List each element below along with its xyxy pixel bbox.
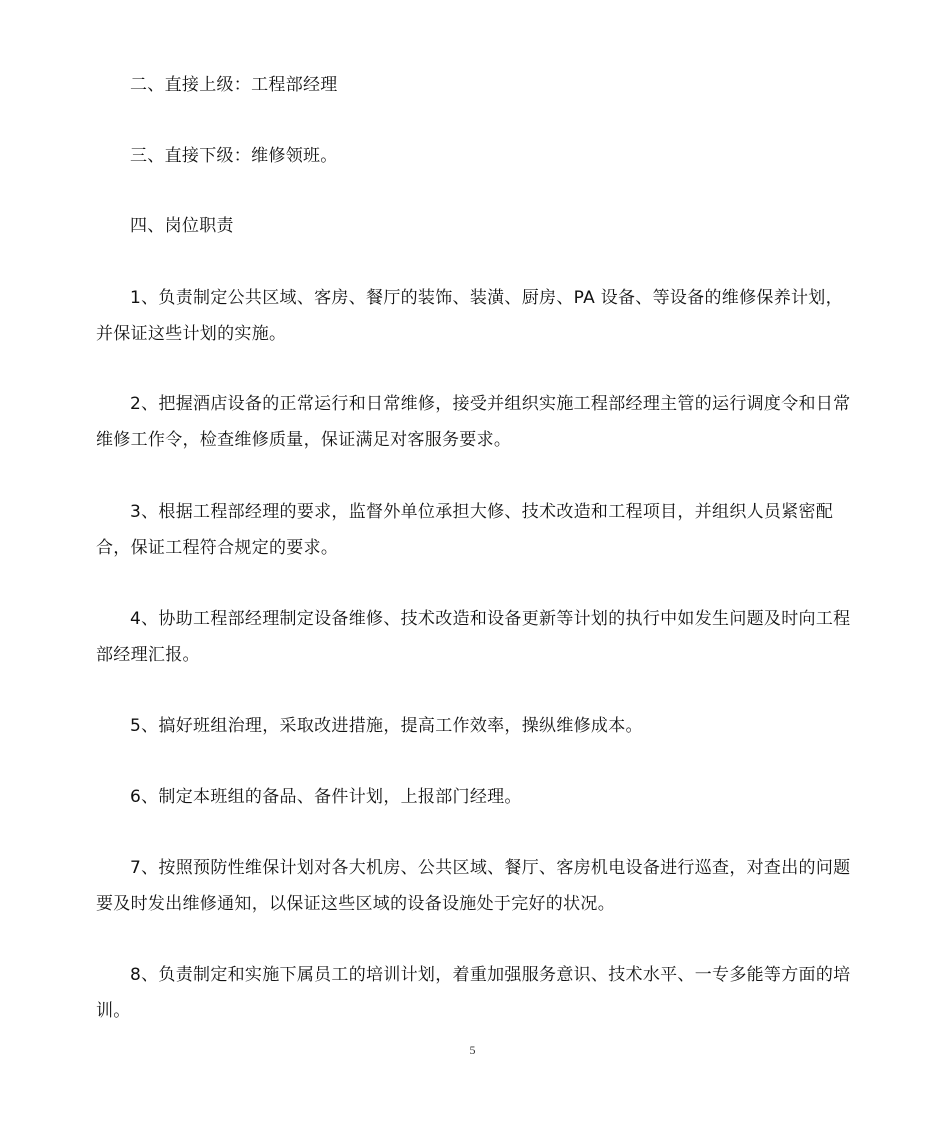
duty-item-7: 7、按照预防性维保计划对各大机房、公共区域、餐厅、客房机电设备进行巡查，对查出的问题要及时发出维修通知，以保证这些区域的设备设施处于完好的状况。	[96, 858, 851, 914]
direct-superior-line: 二、直接上级：工程部经理	[130, 75, 338, 95]
duty-item-3: 3、根据工程部经理的要求，监督外单位承担大修、技术改造和工程项目，并组织人员紧密配合，保证工程符合规定的要求。	[96, 502, 834, 558]
duty-item-6: 6、制定本班组的备品、备件计划，上报部门经理。	[130, 787, 522, 807]
direct-subordinate-line: 三、直接下级：维修领班。	[130, 146, 338, 166]
duty-item-4: 4、协助工程部经理制定设备维修、技术改造和设备更新等计划的执行中如发生问题及时向工程部经理汇报。	[96, 609, 851, 665]
duty-item-1: 1、负责制定公共区域、客房、餐厅的装饰、装潢、厨房、PA 设备、等设备的维修保养计划，并保证这些计划的实施。	[96, 288, 843, 344]
duty-item-8: 8、负责制定和实施下属员工的培训计划，着重加强服务意识、技术水平、一专多能等方面的培训。	[96, 965, 851, 1021]
duties-heading: 四、岗位职责	[130, 216, 234, 236]
duty-item-2: 2、把握酒店设备的正常运行和日常维修，接受并组织实施工程部经理主管的运行调度令和日常维修工作令，检查维修质量，保证满足对客服务要求。	[96, 394, 851, 450]
page-number: 5	[469, 1043, 476, 1057]
duty-item-5: 5、搞好班组治理，采取改进措施，提高工作效率，操纵维修成本。	[130, 716, 643, 736]
